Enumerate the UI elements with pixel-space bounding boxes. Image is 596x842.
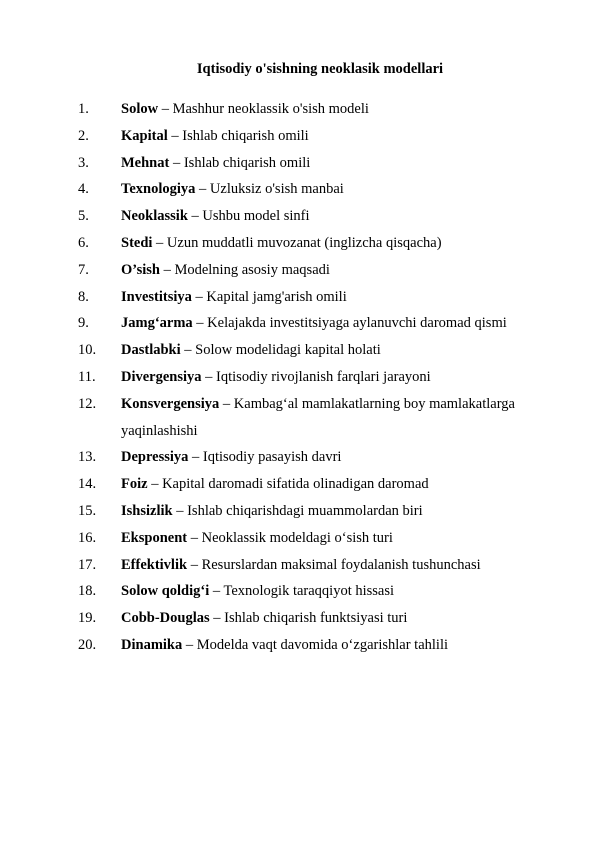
item-text: [121, 444, 558, 471]
item-definition: Modelning asosiy maqsadi: [174, 261, 330, 278]
item-number: 7.: [78, 261, 89, 278]
item-number: 10.: [78, 342, 97, 359]
item-number: 3.: [78, 154, 89, 171]
item-text: [121, 203, 558, 230]
item-text: [121, 525, 558, 552]
item-definition: Iqtisodiy pasayish davri: [202, 449, 342, 466]
item-number: 5.: [78, 208, 89, 225]
item-term: Konsvergensiya: [121, 395, 220, 412]
item-text: [121, 176, 558, 203]
item-number: 11.: [78, 368, 96, 385]
item-term: Depressiya: [121, 449, 189, 466]
item-separator: –: [180, 342, 196, 359]
item-term: Divergensiya: [121, 368, 202, 385]
item-definition: Solow modelidagi kapital holati: [195, 342, 381, 359]
item-term: Solow qoldig‘i: [121, 583, 210, 600]
item-term: Solow: [121, 101, 159, 117]
item-number: 17.: [78, 556, 97, 573]
item-definition: Mashhur neoklassik o'sish modeli: [172, 101, 369, 117]
list-item: [78, 310, 558, 337]
item-separator: –: [158, 101, 173, 117]
item-separator: –: [167, 127, 183, 144]
item-text: [121, 257, 558, 284]
item-text: [121, 337, 558, 364]
item-separator: –: [209, 583, 224, 600]
item-term: Neoklassik: [121, 208, 188, 225]
item-term: Dastlabki: [121, 342, 181, 359]
item-definition: Neoklassik modeldagi o‘sish turi: [201, 529, 393, 546]
list-item: [78, 552, 558, 579]
item-separator: –: [169, 154, 184, 171]
list-item: [78, 284, 558, 311]
item-term: Dinamika: [121, 636, 183, 653]
item-definition: Ishlab chiqarish omili: [183, 154, 311, 171]
item-definition: Modelda vaqt davomida o‘zgarishlar tahlili: [196, 636, 449, 653]
item-definition: Kambag‘al mamlakatlarning boy mamlakatlarga yaqinlashishi: [121, 395, 515, 439]
item-text: [121, 123, 558, 150]
item-separator: –: [187, 556, 202, 573]
item-term: Jamg‘arma: [121, 315, 193, 332]
document-title: Iqtisodiy o'sishning neoklasik modellari: [196, 61, 444, 77]
item-separator: –: [195, 181, 210, 198]
item-separator: –: [187, 208, 203, 225]
item-term: Mehnat: [121, 154, 170, 171]
item-definition: Ishlab chiqarish funktsiyasi turi: [224, 610, 408, 627]
item-number: 12.: [78, 395, 97, 412]
item-number: 20.: [78, 636, 97, 653]
item-term: Stedi: [121, 234, 153, 251]
item-definition: Iqtisodiy rivojlanish farqlari jarayoni: [216, 368, 431, 385]
item-number: 18.: [78, 583, 97, 600]
item-separator: –: [191, 288, 207, 305]
item-separator: –: [182, 636, 197, 653]
list-item: [78, 150, 558, 177]
item-separator: –: [172, 502, 188, 519]
list-item: [78, 123, 558, 150]
item-number: 14.: [78, 476, 97, 493]
list-item: [78, 578, 558, 605]
item-text: [121, 150, 558, 177]
item-number: 2.: [78, 127, 89, 144]
item-term: Ishsizlik: [121, 502, 173, 519]
item-definition: Resurslardan maksimal foydalanish tushunchasi: [201, 556, 481, 573]
item-definition: Texnologik taraqqiyot hissasi: [223, 583, 395, 600]
item-text: [121, 391, 558, 445]
list-item: [78, 257, 558, 284]
item-separator: –: [152, 234, 167, 251]
list-item: [78, 498, 558, 525]
list-item: [78, 444, 558, 471]
item-text: [121, 578, 558, 605]
list-item: [78, 176, 558, 203]
item-text: [121, 605, 558, 632]
item-number: 6.: [78, 234, 89, 251]
item-separator: –: [219, 395, 234, 412]
item-term: Effektivlik: [121, 556, 188, 573]
item-text: [121, 471, 558, 498]
item-separator: –: [201, 368, 217, 385]
item-definition: Ishlab chiqarishdagi muammolardan biri: [187, 502, 423, 519]
item-text: [121, 364, 558, 391]
list-item: [78, 632, 558, 659]
item-number: 4.: [78, 181, 89, 198]
item-term: Cobb-Douglas: [121, 610, 210, 627]
item-term: Texnologiya: [121, 181, 196, 198]
item-separator: –: [187, 529, 202, 546]
list-item: [78, 96, 558, 123]
list-item: [78, 605, 558, 632]
item-term: Foiz: [121, 476, 148, 493]
list-item: [78, 391, 558, 445]
list-item: [78, 337, 558, 364]
item-definition: Uzun muddatli muvozanat (inglizcha qisqacha): [166, 234, 442, 251]
item-separator: –: [192, 315, 208, 332]
item-text: [121, 310, 558, 337]
item-term: Investitsiya: [121, 288, 192, 305]
item-definition: Uzluksiz o'sish manbai: [209, 181, 344, 198]
item-text: [121, 632, 558, 659]
item-number: 1.: [78, 101, 89, 117]
term-list: [78, 96, 558, 659]
item-number: 9.: [78, 315, 89, 332]
item-definition: Kelajakda investitsiyaga aylanuvchi daromad qismi: [207, 315, 507, 332]
item-definition: Kapital jamg'arish omili: [206, 288, 347, 305]
item-text: [121, 498, 558, 525]
item-number: 13.: [78, 449, 97, 466]
item-number: 16.: [78, 529, 97, 546]
item-term: Eksponent: [121, 529, 188, 546]
item-separator: –: [209, 610, 225, 627]
list-item: [78, 525, 558, 552]
item-text: [121, 552, 558, 579]
item-definition: Kapital daromadi sifatida olinadigan daromad: [162, 476, 429, 493]
item-number: 19.: [78, 610, 97, 627]
item-number: 15.: [78, 502, 97, 519]
item-separator: –: [147, 476, 163, 493]
item-text: [121, 284, 558, 311]
item-text: [121, 230, 558, 257]
item-definition: Ushbu model sinfi: [202, 208, 310, 225]
list-item: [78, 203, 558, 230]
item-term: Kapital: [121, 127, 168, 144]
item-separator: –: [159, 261, 175, 278]
item-term: O’sish: [121, 261, 160, 278]
list-item: [78, 364, 558, 391]
item-number: 8.: [78, 288, 89, 305]
item-definition: Ishlab chiqarish omili: [182, 127, 309, 144]
list-item: [78, 471, 558, 498]
item-text: [121, 96, 558, 123]
item-separator: –: [188, 449, 203, 466]
list-item: [78, 230, 558, 257]
